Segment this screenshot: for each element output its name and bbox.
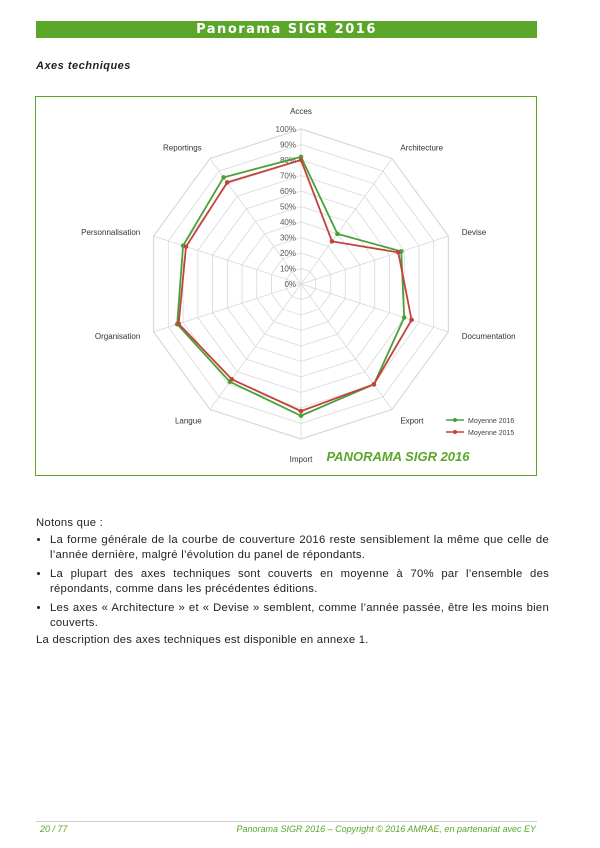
- axis-label-architecture: Architecture: [400, 143, 444, 153]
- data-point: [229, 377, 234, 382]
- closing-note: La description des axes techniques est disponible en annexe 1.: [36, 634, 369, 646]
- axis-label-personnalisation: Personnalisation: [81, 227, 141, 237]
- axis-label-import: Import: [289, 455, 313, 464]
- legend-label: Moyenne 2016: [468, 418, 515, 425]
- data-point: [335, 232, 340, 237]
- radar-chart-figure: [35, 96, 537, 476]
- legend-marker: [453, 430, 457, 434]
- grid-spoke: [301, 159, 392, 284]
- tick-label: 50%: [279, 202, 296, 212]
- page-number: 20 / 77: [40, 824, 68, 834]
- tick-label: 90%: [279, 140, 296, 150]
- data-point: [372, 382, 377, 387]
- list-item: • Les axes « Architecture » et « Devise » semblent, comme l’année passée, être les moins bien couverts.: [50, 601, 549, 631]
- axis-label-devise: Devise: [461, 227, 487, 237]
- axis-label-organisation: Organisation: [94, 332, 141, 342]
- tick-label: 30%: [279, 233, 296, 243]
- list-item: • La plupart des axes techniques sont couverts en moyenne à 70% par l’ensemble des répondants, comme dans les précédentes éditions.: [50, 567, 549, 597]
- data-point: [225, 180, 230, 185]
- data-point: [176, 321, 181, 326]
- tick-label: 70%: [279, 171, 296, 181]
- data-point: [221, 175, 226, 180]
- tick-label: 80%: [279, 156, 296, 165]
- section-title: Axes techniques: [36, 60, 131, 72]
- legend-entry: [446, 418, 514, 425]
- data-point: [299, 158, 304, 163]
- axis-label-acces: Acces: [290, 107, 312, 116]
- data-point: [299, 409, 304, 414]
- page-header-banner: Panorama SIGR 2016: [36, 21, 537, 38]
- data-point: [396, 250, 401, 255]
- axis-label-reportings: Reportings: [162, 143, 202, 153]
- data-point: [299, 413, 304, 418]
- data-point: [330, 239, 335, 244]
- data-point: [402, 315, 407, 320]
- tick-label: 20%: [279, 249, 296, 258]
- legend-label: Moyenne 2015: [468, 430, 515, 437]
- footer-divider: [36, 821, 537, 822]
- axis-label-langue: Langue: [174, 416, 202, 426]
- legend-marker: [453, 418, 457, 422]
- tick-label: 40%: [279, 218, 296, 227]
- tick-label: 10%: [279, 264, 296, 274]
- chart-watermark: PANORAMA SIGR 2016: [326, 449, 470, 464]
- notes-intro: Notons que :: [36, 517, 104, 529]
- legend-entry: [446, 430, 514, 437]
- list-item: • La forme générale de la courbe de couverture 2016 reste sensiblement la même que celle de l’année dernière, malgré l’évolution du panel de répondants.: [50, 533, 549, 563]
- radar-chart: [36, 97, 536, 475]
- tick-label: 100%: [275, 125, 296, 134]
- grid-spoke: [301, 284, 392, 409]
- tick-label: 60%: [279, 187, 296, 196]
- axis-label-export: Export: [400, 416, 424, 426]
- notes-list: [36, 533, 549, 635]
- data-point: [184, 244, 189, 249]
- tick-label: 0%: [284, 280, 296, 289]
- footer-copyright: Panorama SIGR 2016 – Copyright © 2016 AMRAE, en partenariat avec EY: [236, 824, 536, 834]
- axis-label-documentation: Documentation: [461, 332, 516, 342]
- data-point: [409, 318, 414, 323]
